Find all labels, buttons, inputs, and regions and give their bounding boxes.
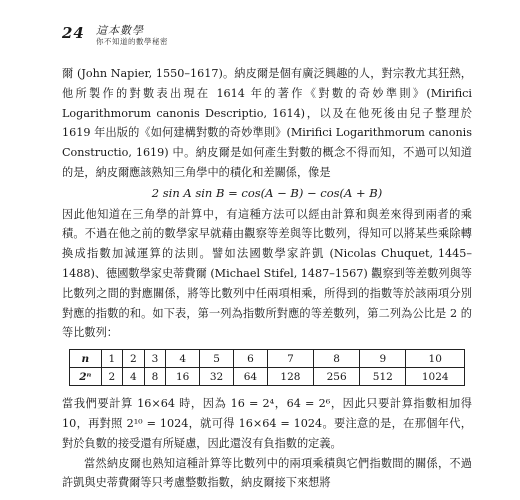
table-cell: 5	[200, 350, 234, 368]
table-cell: 4	[166, 350, 200, 368]
table-cell: 64	[233, 368, 267, 386]
trig-formula: 2 sin A sin B = cos(A − B) − cos(A + B)	[151, 185, 383, 200]
table-cell: 7	[267, 350, 313, 368]
table-cell: 32	[200, 368, 234, 386]
table-cell: 3	[144, 350, 166, 368]
table-cell: 4	[123, 368, 145, 386]
table-cell: 16	[166, 368, 200, 386]
table-cell: 1024	[406, 368, 465, 386]
table-row-exponents	[70, 350, 465, 368]
table-cell: 8	[314, 350, 360, 368]
paragraph-progressions: 因此他知道在三角學的計算中，有這種方法可以經由計算和與差來得到兩者的乘積。不過在他之前的數學家早就藉由觀察等差與等比數列，得知可以將某些乘除轉換成指數加減運算的法則。譬如法國數學家許凱 (Nicolas Chuquet, 1445–1488)、德國數學家史蒂費爾 (Michael Stifel, 1487–1567) 觀察到等差數列與等比數列之間的對應關係，將等比數列中任兩項相乘，所得到的指數等於該兩項分別對應的指數的和。如下表，第一列為指數所對應的等差數列，第二列為公比是 2 的等比數列：	[62, 207, 472, 340]
book-subtitle: 你不知道的數學秘密	[96, 37, 168, 46]
table-cell: 10	[406, 350, 465, 368]
table-cell: 2ⁿ	[70, 368, 102, 386]
table-cell: 6	[233, 350, 267, 368]
table-cell: 128	[267, 368, 313, 386]
table-cell: 2	[101, 368, 123, 386]
paragraph-continuation: 當然納皮爾也熟知這種計算等比數列中的兩項乘積與它們指數間的關係，不過許凱與史蒂費爾等只考慮整數指數，納皮爾接下來想將	[62, 456, 472, 490]
paragraph-example: 當我們要計算 16×64 時，因為 16 = 2⁴，64 = 2⁶，因此只要計算指數相加得 10，再對照 2¹⁰ = 1024，就可得 16×64 = 1024。要注意的是，在那個年代，對於負數的接受還有所疑慮，因此還沒有負指數的定義。	[62, 397, 472, 450]
table-cell: 8	[144, 368, 166, 386]
paragraph-napier: 爾 (John Napier, 1550–1617)。納皮爾是個有廣泛興趣的人，對宗教尤其狂熱，他所製作的對數表出現在 1614 年的著作《對數的奇妙準則》(Mirifici Logarithmorum canonis Descriptio, 1614)，以及在他死後由兒子整理於 1619 年出版的《如何建構對數的奇妙準則》(Mirifici Logarithmorum canonis Constructio, 1619) 中。納皮爾是如何產生對數的概念不得而知，不過可以知道的是，納皮爾應該熟知三角學中的積化和差關係，像是	[62, 67, 472, 179]
table-row-powers	[70, 368, 465, 386]
running-header	[62, 22, 472, 52]
table-cell: 9	[360, 350, 406, 368]
book-title: 這本數學	[96, 24, 144, 37]
table-cell: 512	[360, 368, 406, 386]
page-body	[62, 64, 472, 493]
table-cell: 256	[314, 368, 360, 386]
table-cell: 1	[101, 350, 123, 368]
page-number: 24	[62, 24, 85, 42]
powers-of-two-table	[69, 349, 465, 386]
table-cell: n	[70, 350, 102, 368]
table-cell: 2	[123, 350, 145, 368]
